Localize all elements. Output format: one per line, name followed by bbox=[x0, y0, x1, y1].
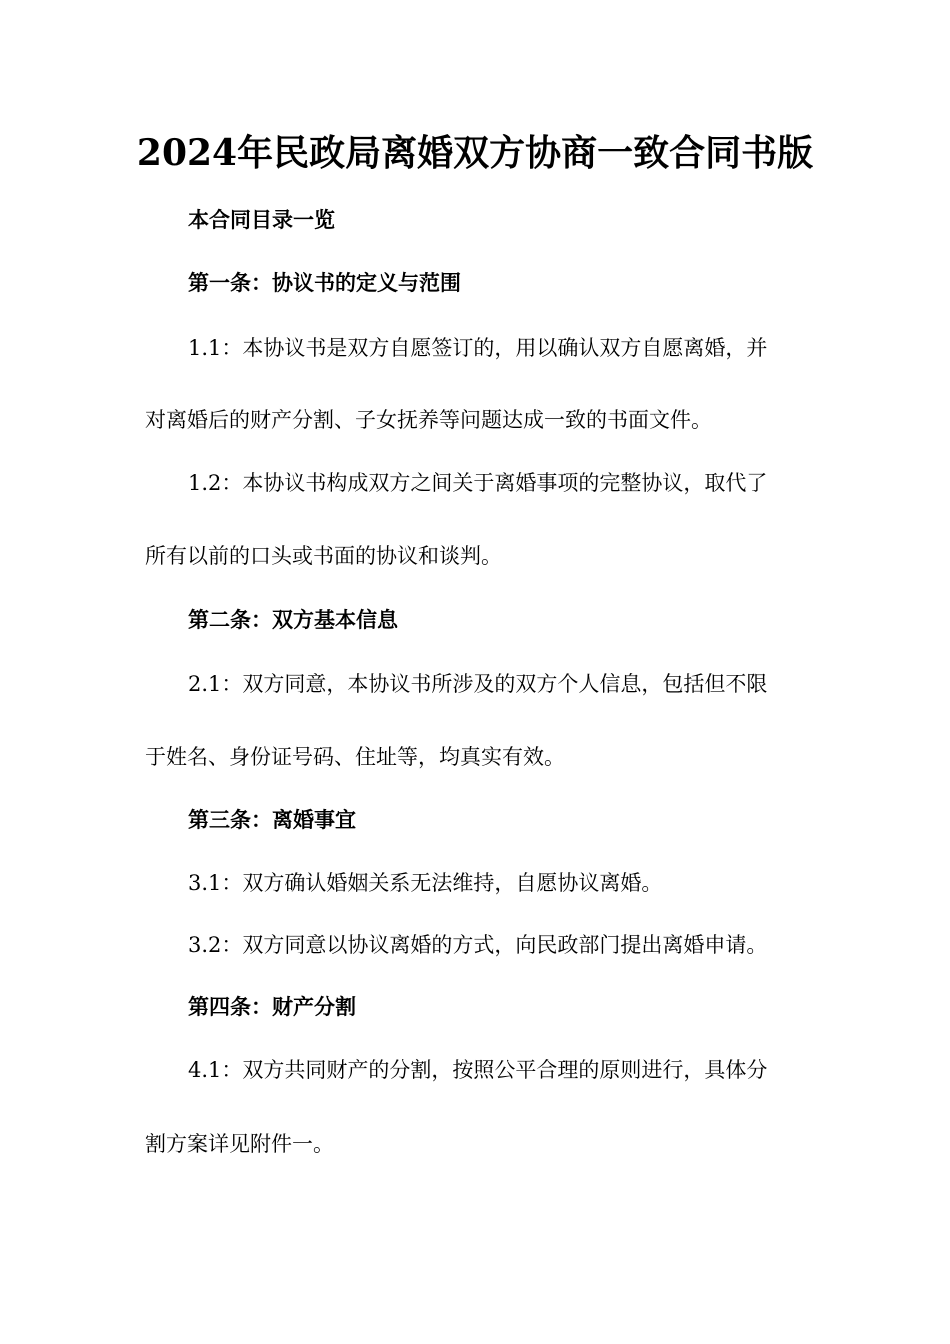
article-1-heading: 第一条：协议书的定义与范围 bbox=[188, 271, 461, 295]
clause-4-1-line-2: 割方案详见附件一。 bbox=[145, 1132, 334, 1156]
document-title: 2024年民政局离婚双方协商一致合同书版 bbox=[136, 132, 814, 174]
clause-1-2-line-1: 1.2：本协议书构成双方之间关于离婚事项的完整协议，取代了 bbox=[188, 471, 768, 495]
clause-3-1: 3.1：双方确认婚姻关系无法维持，自愿协议离婚。 bbox=[188, 871, 663, 895]
article-4-heading: 第四条：财产分割 bbox=[188, 995, 356, 1019]
clause-2-1-line-1: 2.1：双方同意，本协议书所涉及的双方个人信息，包括但不限 bbox=[188, 672, 768, 696]
clause-4-1-line-1: 4.1：双方共同财产的分割，按照公平合理的原则进行，具体分 bbox=[188, 1058, 768, 1082]
article-3-heading: 第三条：离婚事宜 bbox=[188, 808, 356, 832]
clause-1-2-line-2: 所有以前的口头或书面的协议和谈判。 bbox=[145, 544, 502, 568]
toc-heading: 本合同目录一览 bbox=[188, 208, 335, 232]
clause-1-1-line-2: 对离婚后的财产分割、子女抚养等问题达成一致的书面文件。 bbox=[145, 408, 712, 432]
article-2-heading: 第二条：双方基本信息 bbox=[188, 608, 398, 632]
clause-1-1-line-1: 1.1：本协议书是双方自愿签订的，用以确认双方自愿离婚，并 bbox=[188, 336, 768, 360]
clause-3-2: 3.2：双方同意以协议离婚的方式，向民政部门提出离婚申请。 bbox=[188, 933, 768, 957]
clause-2-1-line-2: 于姓名、身份证号码、住址等，均真实有效。 bbox=[145, 745, 565, 769]
